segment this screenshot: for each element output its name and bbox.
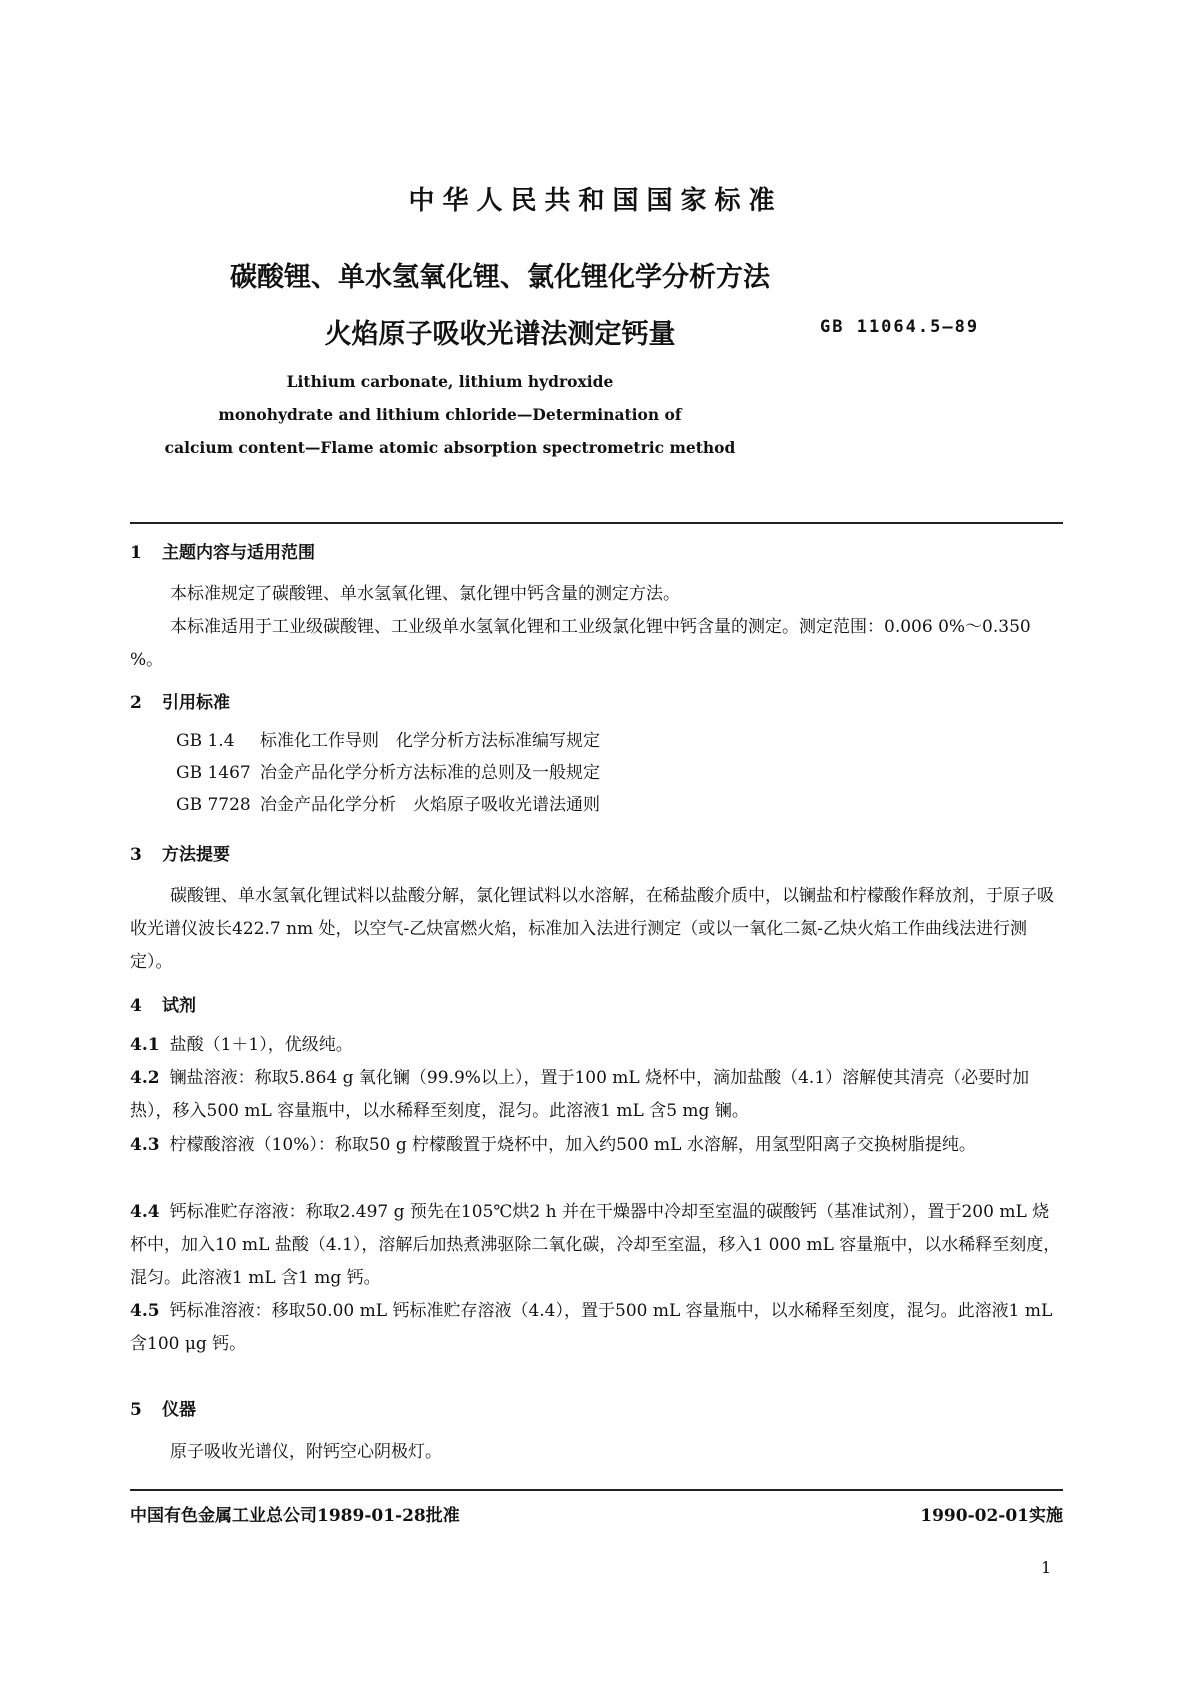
reference-item [176, 758, 600, 783]
section-1-heading [130, 538, 315, 563]
section-title: 引用标准 [162, 693, 230, 713]
reagent-item [130, 1029, 1063, 1062]
title-line-2: 火焰原子吸收光谱法测定钙量 [324, 319, 676, 350]
approval-info: 中国有色金属工业总公司1989-01-28批准 [130, 1506, 460, 1526]
reference-item [176, 726, 600, 751]
section-1-paragraph-1: 本标准规定了碳酸锂、单水氢氧化锂、氯化锂中钙含量的测定方法。 [170, 584, 680, 604]
reference-code: GB 1.4 [176, 731, 235, 751]
item-number: 4.4 [130, 1202, 160, 1222]
section-3-heading [130, 840, 230, 865]
item-number: 4.1 [130, 1035, 160, 1055]
effective-date: 1990-02-01实施 [920, 1506, 1063, 1526]
section-number: 2 [130, 693, 142, 713]
page-number: 1 [1041, 1558, 1052, 1577]
section-title: 试剂 [162, 996, 196, 1016]
reference-text: 标准化工作导则 化学分析方法标准编写规定 [260, 731, 600, 751]
item-text: 钙标准贮存溶液：称取2.497 g 预先在105℃烘2 h 并在干燥器中冷却至室温的碳酸钙（基准试剂），置于200 mL 烧杯中，加入10 mL 盐酸（4.1），溶解后加热煮沸驱除二氧化碳，冷却至室温，移入1 000 mL 容量瓶中，以水稀释至刻度，混匀。此溶液1 mL 含1 mg 钙。 [130, 1202, 1061, 1288]
section-number: 3 [130, 845, 142, 865]
reagent-item [130, 1129, 1063, 1162]
reagent-item [130, 1196, 1063, 1295]
section-title: 主题内容与适用范围 [162, 543, 315, 563]
item-number: 4.3 [130, 1135, 160, 1155]
reference-text: 冶金产品化学分析方法标准的总则及一般规定 [260, 763, 600, 783]
standard-number: GB 11064.5—89 [820, 317, 980, 337]
item-text: 钙标准溶液：移取50.00 mL 钙标准贮存溶液（4.4），置于500 mL 容量瓶中，以水稀释至刻度，混匀。此溶液1 mL 含100 μg 钙。 [130, 1301, 1053, 1354]
section-title: 仪器 [162, 1400, 196, 1420]
reference-item [176, 790, 600, 815]
reference-code: GB 1467 [176, 763, 251, 783]
reference-code: GB 7728 [176, 795, 251, 815]
section-4-heading [130, 991, 196, 1016]
section-number: 5 [130, 1400, 142, 1420]
footer-divider [130, 1489, 1063, 1491]
header-divider [130, 522, 1063, 524]
section-5-paragraph: 原子吸收光谱仪，附钙空心阴极灯。 [170, 1442, 442, 1462]
reference-text: 冶金产品化学分析 火焰原子吸收光谱法通则 [260, 795, 600, 815]
reagent-item [130, 1295, 1063, 1361]
english-title-line-1: Lithium carbonate, lithium hydroxide [286, 372, 614, 391]
national-standard-header: 中华人民共和国国家标准 [408, 186, 783, 216]
section-5-heading [130, 1395, 196, 1420]
item-number: 4.5 [130, 1301, 160, 1321]
item-text: 盐酸（1＋1），优级纯。 [169, 1035, 353, 1055]
section-number: 4 [130, 996, 142, 1016]
section-3-paragraph: 碳酸锂、单水氢氧化锂试料以盐酸分解，氯化锂试料以水溶解，在稀盐酸介质中，以镧盐和柠檬酸作释放剂，于原子吸收光谱仪波长422.7 nm 处，以空气-乙炔富燃火焰，标准加入法进行测定（或以一氧化二氮-乙炔火焰工作曲线法进行测定）。 [130, 886, 1054, 972]
item-text: 镧盐溶液：称取5.864 g 氧化镧（99.9%以上），置于100 mL 烧杯中，滴加盐酸（4.1）溶解使其清亮（必要时加热），移入500 mL 容量瓶中，以水稀释至刻度，混匀。此溶液1 mL 含5 mg 镧。 [130, 1068, 1030, 1121]
english-title-line-3: calcium content—Flame atomic absorption spectrometric method [164, 438, 736, 457]
section-2-heading [130, 688, 230, 713]
section-1-paragraph-2: 本标准适用于工业级碳酸锂、工业级单水氢氧化锂和工业级氯化锂中钙含量的测定。测定范围：0.006 0%～0.350 %。 [130, 617, 1031, 670]
title-line-1: 碳酸锂、单水氢氧化锂、氯化锂化学分析方法 [230, 262, 770, 293]
section-number: 1 [130, 543, 142, 563]
item-number: 4.2 [130, 1068, 160, 1088]
reagent-item [130, 1062, 1063, 1128]
english-title-line-2: monohydrate and lithium chloride—Determination of [218, 405, 682, 424]
item-text: 柠檬酸溶液（10%）：称取50 g 柠檬酸置于烧杯中，加入约500 mL 水溶解，用氢型阳离子交换树脂提纯。 [169, 1135, 976, 1155]
section-title: 方法提要 [162, 845, 230, 865]
